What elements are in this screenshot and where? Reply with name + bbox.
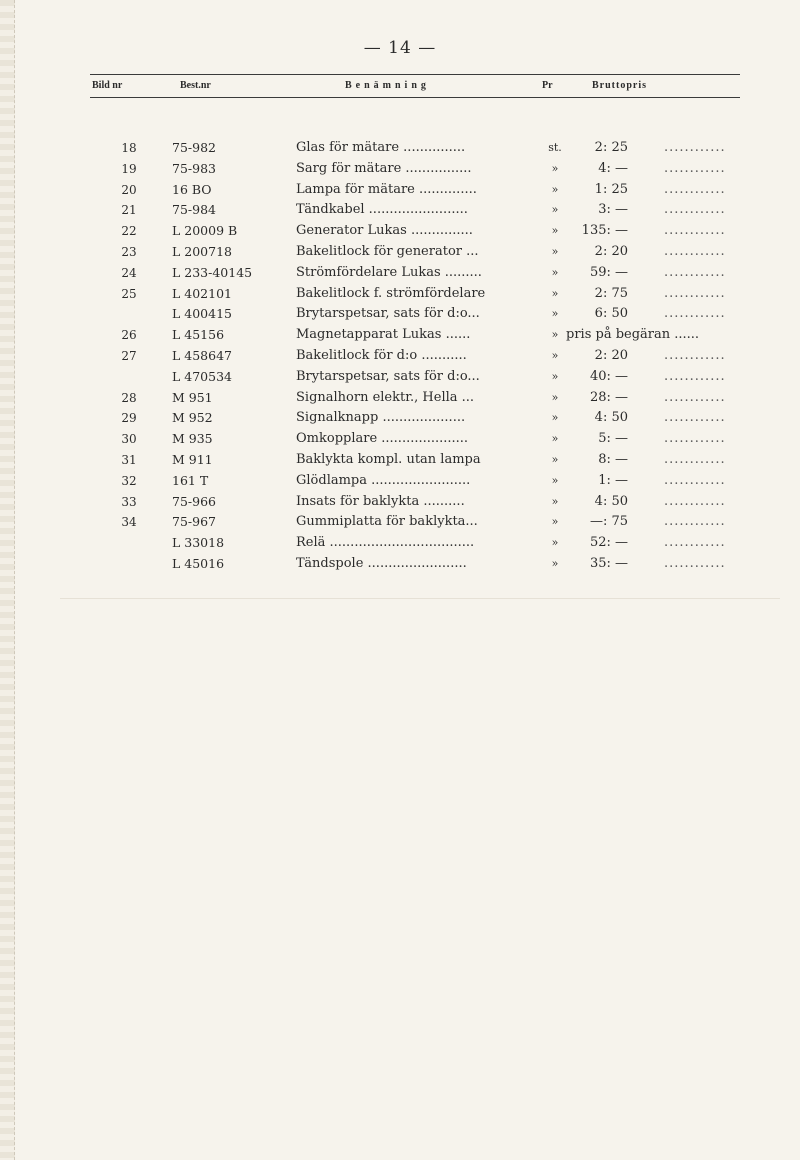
unit-cell: »	[551, 556, 559, 570]
benamning-cell: Signalhorn elektr., Hella ...	[296, 389, 475, 405]
table-row	[0, 159, 800, 180]
bild-nr-cell: 28	[121, 390, 137, 405]
unit-cell: »	[551, 411, 559, 425]
bild-nr-cell: 34	[121, 515, 137, 530]
leader-dots: ............	[664, 514, 726, 530]
leader-dots: ............	[664, 202, 726, 218]
unit-cell: »	[551, 224, 559, 238]
bild-nr-cell: 26	[121, 328, 137, 343]
table-row	[0, 180, 800, 201]
unit-cell: »	[551, 307, 559, 321]
leader-dots: ............	[664, 493, 726, 509]
table-row	[0, 388, 800, 409]
best-nr-cell: L 400415	[172, 306, 232, 322]
best-nr-cell: 16 BO	[172, 181, 212, 197]
price-cell: 8: —	[598, 451, 628, 467]
header-benamning: Benämning	[345, 80, 430, 91]
bild-nr-cell: 19	[121, 161, 137, 176]
leader-dots: ............	[664, 264, 726, 280]
unit-cell: »	[551, 348, 559, 362]
benamning-cell: Sarg för mätare ................	[296, 160, 472, 176]
leader-dots: ............	[664, 389, 726, 405]
leader-dots: ............	[664, 285, 726, 301]
leader-dots: ............	[664, 535, 726, 551]
leader-dots: ............	[664, 451, 726, 467]
best-nr-cell: L 45156	[172, 327, 225, 343]
price-cell: 52: —	[589, 535, 628, 551]
header-bild-nr: Bild nr	[92, 80, 123, 91]
table-row	[0, 138, 800, 159]
unit-cell: »	[551, 452, 559, 466]
table-row	[0, 408, 800, 429]
bild-nr-cell: 23	[121, 244, 137, 259]
header-best-nr: Best.nr	[180, 80, 211, 91]
price-cell: 4: 50	[594, 410, 628, 426]
benamning-cell: Magnetapparat Lukas ......	[296, 327, 471, 343]
leader-dots: ............	[664, 140, 726, 155]
table-row	[0, 429, 800, 450]
unit-cell: »	[551, 244, 559, 258]
price-cell: 4: 50	[594, 493, 628, 509]
unit-cell: »	[551, 161, 559, 175]
leader-dots: ............	[664, 410, 726, 426]
benamning-cell: Omkopplare .....................	[296, 431, 469, 447]
best-nr-cell: L 402101	[172, 285, 232, 301]
best-nr-cell: 75-982	[172, 140, 216, 155]
unit-cell: »	[551, 515, 559, 529]
best-nr-cell: M 911	[172, 451, 213, 467]
header-pr: Pr	[542, 80, 553, 91]
table-row	[0, 346, 800, 367]
divider	[60, 598, 780, 599]
benamning-cell: Tändkabel ........................	[296, 202, 468, 218]
table-row	[0, 304, 800, 325]
parts-table	[0, 138, 800, 575]
best-nr-cell: L 200718	[172, 243, 232, 259]
bild-nr-cell: 22	[121, 224, 137, 239]
benamning-cell: Insats för baklykta ..........	[296, 493, 465, 509]
bild-nr-cell: 30	[121, 432, 137, 447]
best-nr-cell: L 45016	[172, 555, 225, 571]
bild-nr-cell: 20	[121, 182, 137, 197]
table-row	[0, 325, 800, 346]
benamning-cell: Bakelitlock för d:o ...........	[296, 347, 467, 363]
benamning-cell: Signalknapp ....................	[296, 410, 466, 426]
table-row	[0, 200, 800, 221]
price-cell: 40: —	[589, 368, 628, 384]
bild-nr-cell: 33	[121, 494, 137, 509]
leader-dots: ............	[664, 431, 726, 447]
bild-nr-cell: 18	[121, 141, 137, 155]
table-row	[0, 492, 800, 513]
unit-cell: »	[551, 390, 559, 404]
table-row	[0, 221, 800, 242]
table-row	[0, 471, 800, 492]
best-nr-cell: L 33018	[172, 535, 225, 551]
price-cell: 5: —	[598, 431, 628, 447]
bild-nr-cell: 29	[121, 411, 137, 426]
benamning-cell: Tändspole ........................	[296, 555, 467, 571]
price-cell: 1: 25	[594, 181, 628, 197]
table-row	[0, 554, 800, 575]
best-nr-cell: 75-983	[172, 160, 216, 176]
benamning-cell: Lampa för mätare ..............	[296, 181, 477, 197]
leader-dots: ............	[664, 472, 726, 488]
table-row	[0, 242, 800, 263]
best-nr-cell: M 935	[172, 431, 213, 447]
benamning-cell: Brytarspetsar, sats för d:o...	[296, 306, 480, 322]
leader-dots: ............	[664, 368, 726, 384]
header-bruttopris: Bruttopris	[592, 80, 647, 91]
benamning-cell: Strömfördelare Lukas .........	[296, 264, 482, 280]
table-row	[0, 263, 800, 284]
best-nr-cell: 75-966	[172, 493, 216, 509]
best-nr-cell: L 20009 B	[172, 223, 238, 239]
price-cell: 4: —	[598, 160, 628, 176]
bild-nr-cell: 31	[121, 452, 137, 467]
table-header	[90, 74, 740, 98]
benamning-cell: Bakelitlock f. strömfördelare	[296, 285, 486, 301]
table-row	[0, 284, 800, 305]
page-number: — 14 —	[363, 38, 437, 58]
unit-cell: st.	[548, 141, 562, 154]
bild-nr-cell: 32	[121, 473, 137, 488]
benamning-cell: Brytarspetsar, sats för d:o...	[296, 368, 480, 384]
table-row	[0, 533, 800, 554]
price-cell: —: 75	[589, 514, 628, 530]
leader-dots: ............	[664, 181, 726, 197]
table-row	[0, 450, 800, 471]
best-nr-cell: 75-984	[172, 202, 216, 218]
price-cell: pris på begäran ......	[566, 327, 700, 343]
best-nr-cell: L 458647	[172, 347, 232, 363]
unit-cell: »	[551, 494, 559, 508]
price-cell: 59: —	[589, 264, 628, 280]
unit-cell: »	[551, 536, 559, 550]
unit-cell: »	[551, 432, 559, 446]
leader-dots: ............	[664, 243, 726, 259]
price-cell: 2: 20	[594, 243, 628, 259]
benamning-cell: Relä ...................................	[296, 535, 475, 551]
benamning-cell: Glödlampa ........................	[296, 472, 471, 488]
unit-cell: »	[551, 203, 559, 217]
benamning-cell: Gummiplatta för baklykta...	[296, 514, 478, 530]
price-cell: 135: —	[581, 223, 628, 239]
benamning-cell: Generator Lukas ...............	[296, 223, 473, 239]
unit-cell: »	[551, 369, 559, 383]
table-row	[0, 367, 800, 388]
best-nr-cell: L 470534	[172, 368, 232, 384]
price-cell: 28: —	[589, 389, 628, 405]
best-nr-cell: L 233-40145	[172, 264, 253, 280]
price-cell: 2: 75	[594, 285, 628, 301]
best-nr-cell: 75-967	[172, 514, 216, 530]
leader-dots: ............	[664, 555, 726, 571]
price-cell: 2: 20	[594, 347, 628, 363]
leader-dots: ............	[664, 306, 726, 322]
best-nr-cell: M 952	[172, 410, 213, 426]
bild-nr-cell: 25	[121, 286, 137, 301]
unit-cell: »	[551, 265, 559, 279]
benamning-cell: Glas för mätare ...............	[296, 140, 466, 155]
unit-cell: »	[551, 182, 559, 196]
bild-nr-cell: 24	[121, 265, 137, 280]
leader-dots: ............	[664, 160, 726, 176]
price-cell: 3: —	[598, 202, 628, 218]
price-cell: 35: —	[589, 555, 628, 571]
best-nr-cell: 161 T	[172, 472, 209, 488]
price-cell: 2: 25	[594, 140, 628, 155]
unit-cell: »	[551, 473, 559, 487]
leader-dots: ............	[664, 223, 726, 239]
unit-cell: »	[551, 286, 559, 300]
price-cell: 1: —	[598, 472, 628, 488]
bild-nr-cell: 21	[121, 203, 137, 218]
best-nr-cell: M 951	[172, 389, 213, 405]
benamning-cell: Bakelitlock för generator ...	[296, 243, 479, 259]
benamning-cell: Baklykta kompl. utan lampa	[296, 451, 481, 467]
bild-nr-cell: 27	[121, 348, 137, 363]
table-row	[0, 512, 800, 533]
unit-cell: »	[551, 328, 559, 342]
price-cell: 6: 50	[594, 306, 628, 322]
leader-dots: ............	[664, 347, 726, 363]
